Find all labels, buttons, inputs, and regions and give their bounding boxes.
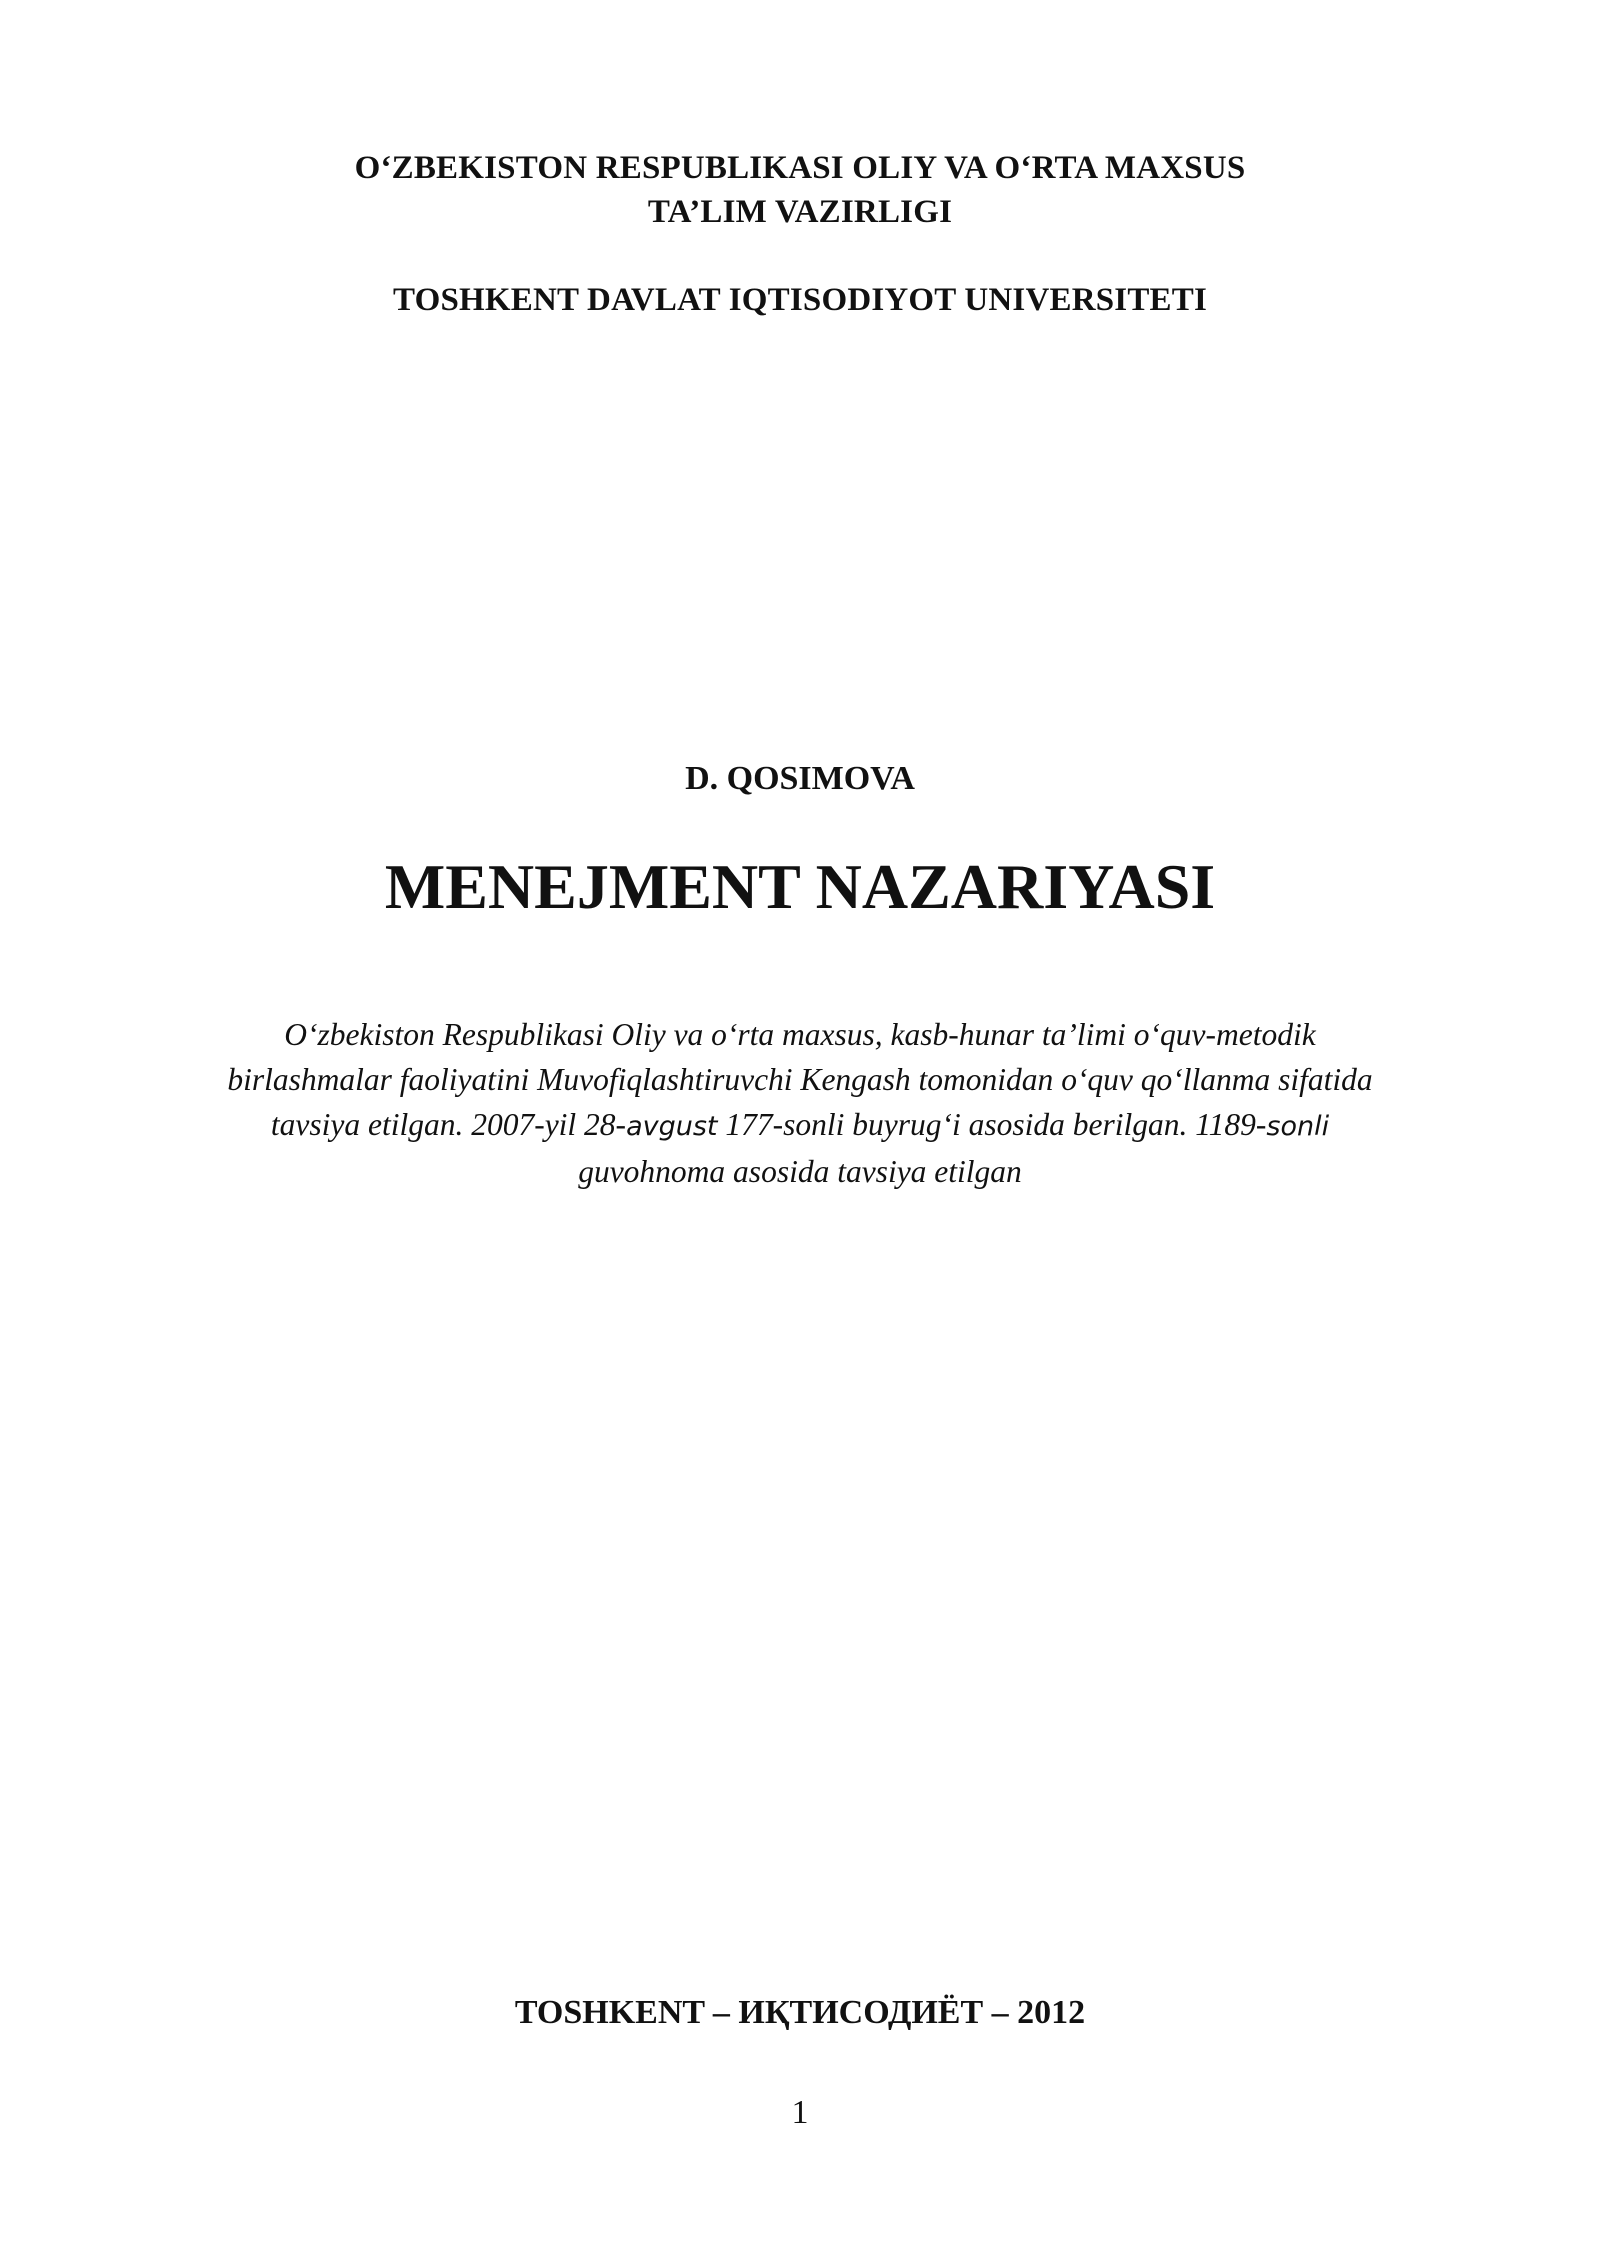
approval-line-3 (140, 1102, 1460, 1149)
approval-line-1-part-a: O‘zbekiston Respublikasi Oliy va o‘rta maxsus, kasb-hunar ta’limi o‘quv- (284, 1017, 1216, 1052)
approval-statement (140, 1012, 1460, 1194)
author-name: D. QOSIMOVA (685, 760, 915, 797)
ministry-line-2: TA’LIM VAZIRLIGI (647, 194, 953, 230)
approval-line-3-part-c: 177-sonli buyrug‘i asosida berilgan. 1189- (717, 1107, 1267, 1142)
approval-line-3-part-b: avgust (626, 1111, 718, 1142)
approval-line-2-part-b: o‘quv qo‘llanma sifatida (1061, 1062, 1373, 1097)
ministry-line-1: O‘ZBEKISTON RESPUBLIKASI OLIY VA O‘RTA MAXSUS (354, 150, 1246, 186)
approval-line-2 (140, 1057, 1460, 1102)
approval-line-1-part-b: metodik (1216, 1017, 1316, 1052)
university-name: TOSHKENT DAVLAT IQTISODIYOT UNIVERSITETI (392, 282, 1208, 318)
book-title: MENEJMENT NAZARIYASI (384, 851, 1216, 922)
approval-line-3-part-d: sonli (1266, 1111, 1330, 1142)
approval-line-2-part-a: birlashmalar faoliyatini Muvofiqlashtiruvchi Kengash tomonidan (227, 1062, 1062, 1097)
approval-line-4: guvohnoma asosida tavsiya etilgan (578, 1154, 1022, 1189)
publisher-line: TOSHKENT – ИҚТИСОДИЁТ – 2012 (514, 1994, 1086, 2031)
approval-line-1 (140, 1012, 1460, 1057)
page-number: 1 (791, 2094, 809, 2131)
approval-line-3-part-a: tavsiya etilgan. 2007-yil 28- (270, 1107, 627, 1142)
